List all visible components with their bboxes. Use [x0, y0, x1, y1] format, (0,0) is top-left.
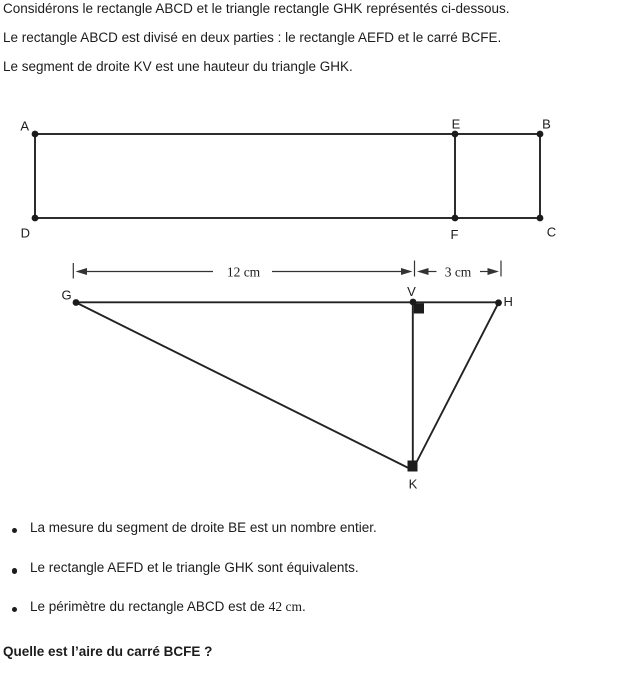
- point-A-dot: [32, 131, 39, 138]
- point-D-label: D: [20, 225, 30, 241]
- point-H-dot: [495, 299, 502, 306]
- bullet-icon: [12, 568, 18, 574]
- point-V-label: V: [407, 284, 416, 299]
- point-K-label: K: [408, 476, 418, 492]
- point-G-dot: [73, 299, 80, 306]
- rectangle-figure: [20, 117, 556, 243]
- point-C-dot: [537, 215, 544, 222]
- arrow-left-icon: [417, 268, 429, 275]
- bullet-item-2: [0, 560, 359, 575]
- dimension-label-12cm: 12 cm: [226, 264, 261, 280]
- bullet-text-3: [30, 599, 306, 614]
- intro-line-2: Le rectangle ABCD est divisé en deux parties : le rectangle AEFD et le carré BCFE.: [3, 30, 502, 45]
- bullet-item-1: [0, 520, 377, 535]
- bullet-text-3-measure: 42 cm: [268, 598, 303, 614]
- bullet-text-1: La mesure du segment de droite BE est un nombre entier.: [30, 519, 377, 535]
- point-D-dot: [32, 215, 39, 222]
- point-G-label: G: [61, 287, 72, 303]
- point-E-label: E: [451, 116, 461, 132]
- bullet-text-3-suffix: .: [302, 598, 306, 614]
- question-text: Quelle est l’aire du carré BCFE ?: [3, 644, 213, 659]
- rectangle-ABCD: [35, 134, 540, 218]
- arrow-right-icon: [401, 268, 413, 275]
- arrow-right-icon: [488, 268, 500, 275]
- point-F-dot: [452, 215, 459, 222]
- segment-GK: [76, 303, 413, 471]
- bullet-icon: [12, 607, 18, 613]
- point-F-label: F: [450, 227, 459, 242]
- intro-line-1: Considérons le rectangle ABCD et le triangle rectangle GHK représentés ci-dessous.: [3, 1, 510, 16]
- point-V-dot: [410, 299, 417, 306]
- point-B-label: B: [542, 116, 551, 132]
- right-angle-mark: [414, 303, 424, 313]
- point-K-marker: [408, 461, 418, 472]
- point-E-dot: [452, 131, 459, 138]
- dimension-label-3cm: 3 cm: [444, 264, 472, 280]
- bullet-item-3: [0, 599, 306, 615]
- bullet-text-2: Le rectangle AEFD et le triangle GHK sont équivalents.: [30, 560, 359, 575]
- segment-KH: [413, 303, 499, 470]
- intro-line-3: Le segment de droite KV est une hauteur du triangle GHK.: [3, 59, 353, 74]
- geometry-figure: [0, 100, 619, 512]
- bullet-text-3-prefix: Le périmètre du rectangle ABCD est de: [30, 598, 269, 614]
- point-C-label: C: [546, 224, 557, 240]
- point-H-label: H: [503, 294, 513, 309]
- triangle-figure: [61, 284, 512, 492]
- dimension-annotation: [73, 261, 501, 280]
- arrow-left-icon: [76, 268, 88, 275]
- point-A-label: A: [20, 118, 29, 134]
- bullet-icon: [12, 528, 18, 534]
- point-B-dot: [537, 131, 544, 138]
